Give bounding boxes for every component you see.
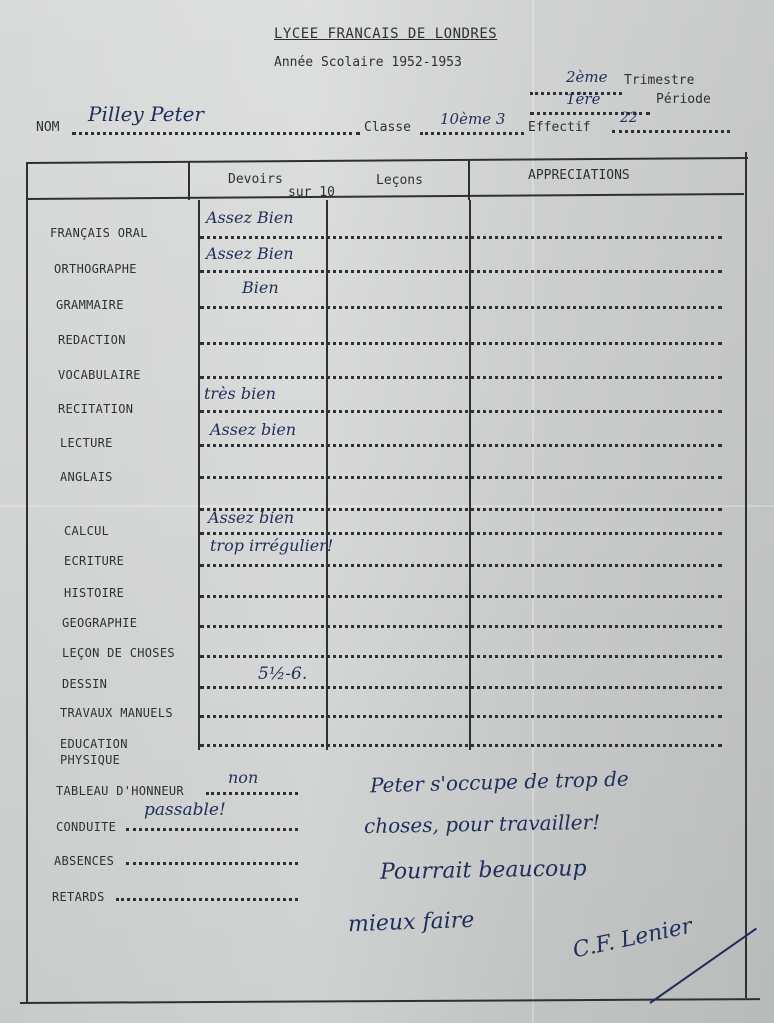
classe-dots [420,132,524,135]
subject-label: DESSIN [62,677,108,691]
periode-value: 1ère [566,90,601,108]
row-dots [200,715,722,718]
effectif-dots [612,130,730,133]
row-dots [200,236,722,239]
nom-label: NOM [36,120,60,135]
subject-label: ORTHOGRAPHE [54,262,137,276]
retards-label: RETARDS [52,890,105,904]
tableau-value: non [228,768,259,787]
trimestre-label: Trimestre [624,73,695,88]
subject-label: ANGLAIS [60,470,113,484]
row-dots [200,564,722,567]
conduite-value: passable! [144,800,226,820]
devoirs-right-line [326,200,328,750]
row-dots [200,342,722,345]
remark-line-3: Pourrait beaucoup [379,856,587,885]
row-dots [200,744,722,747]
row-dots [200,476,722,479]
subject-label: REDACTION [58,333,126,347]
row-dots [200,655,722,658]
remark-line-1: Peter s'occupe de trop de [369,766,629,798]
effectif-label: Effectif [528,120,591,135]
subject-label: TRAVAUX MANUELS [60,706,173,720]
row-dots [200,595,722,598]
row-dots [200,686,722,689]
tableau-label: TABLEAU D'HONNEUR [56,784,184,798]
conduite-dots [126,828,298,831]
absences-dots [126,862,298,865]
row-dots [200,625,722,628]
subject-label: RECITATION [58,402,134,416]
remark-line-2: choses, pour travailler! [363,809,601,839]
subject-label: ECRITURE [64,554,125,568]
row-dots [200,410,722,413]
col-devoirs: Devoirs [228,172,283,187]
remark-line-4: mieux faire [347,907,475,938]
classe-value: 10ème 3 [440,110,506,128]
table-left-border [26,162,28,1002]
effectif-value: 22 [620,110,638,126]
subject-grade: 5½-6. [258,664,308,684]
fold-line-horizontal [0,505,774,507]
subject-grade: Assez bien [210,420,297,439]
school-year: Année Scolaire 1952-1953 [274,55,462,70]
subject-label: HISTOIRE [64,586,125,600]
table-right-border [745,152,747,998]
nom-value: Pilley Peter [88,102,204,126]
subject-label: LEÇON DE CHOSES [62,646,175,660]
row-dots [200,306,722,309]
row-dots [200,376,722,379]
row-dots [200,270,722,273]
subject-label: EDUCATION PHYSIQUE [60,737,128,767]
subject-label: LECTURE [60,436,113,450]
header-divider-2 [468,160,470,200]
subject-label: CALCUL [64,524,110,538]
subject-label: VOCABULAIRE [58,368,141,382]
absences-label: ABSENCES [54,854,115,868]
subject-grade: trop irrégulier! [210,536,334,555]
col-sur: sur 10 [288,185,335,200]
row-dots [200,532,722,535]
trimestre-value: 2ème [566,68,608,86]
header-divider-1 [188,162,190,200]
subject-grade: Assez Bien [206,208,294,227]
subject-label: GRAMMAIRE [56,298,124,312]
school-name: LYCEE FRANCAIS DE LONDRES [274,26,498,42]
col-lecons: Leçons [376,173,423,188]
subject-grade: très bien [204,384,276,403]
table-top-border [26,157,748,164]
col-appreciations: APPRECIATIONS [528,168,630,183]
nom-dots [72,132,360,135]
subject-grade: Assez bien [208,508,295,527]
tableau-dots [206,792,298,795]
signature: C.F. Lenier [570,913,695,964]
subject-label: GEOGRAPHIE [62,616,138,630]
subject-grade: Assez Bien [206,244,294,263]
conduite-label: CONDUITE [56,820,117,834]
periode-label: Période [656,92,711,107]
table-header-border [26,193,744,200]
devoirs-left-line [198,200,200,750]
row-dots [200,444,722,447]
retards-dots [116,898,298,901]
classe-label: Classe [364,120,411,135]
lecons-right-line [469,200,471,750]
subject-grade: Bien [242,278,279,297]
subject-label: FRANÇAIS ORAL [50,226,148,240]
